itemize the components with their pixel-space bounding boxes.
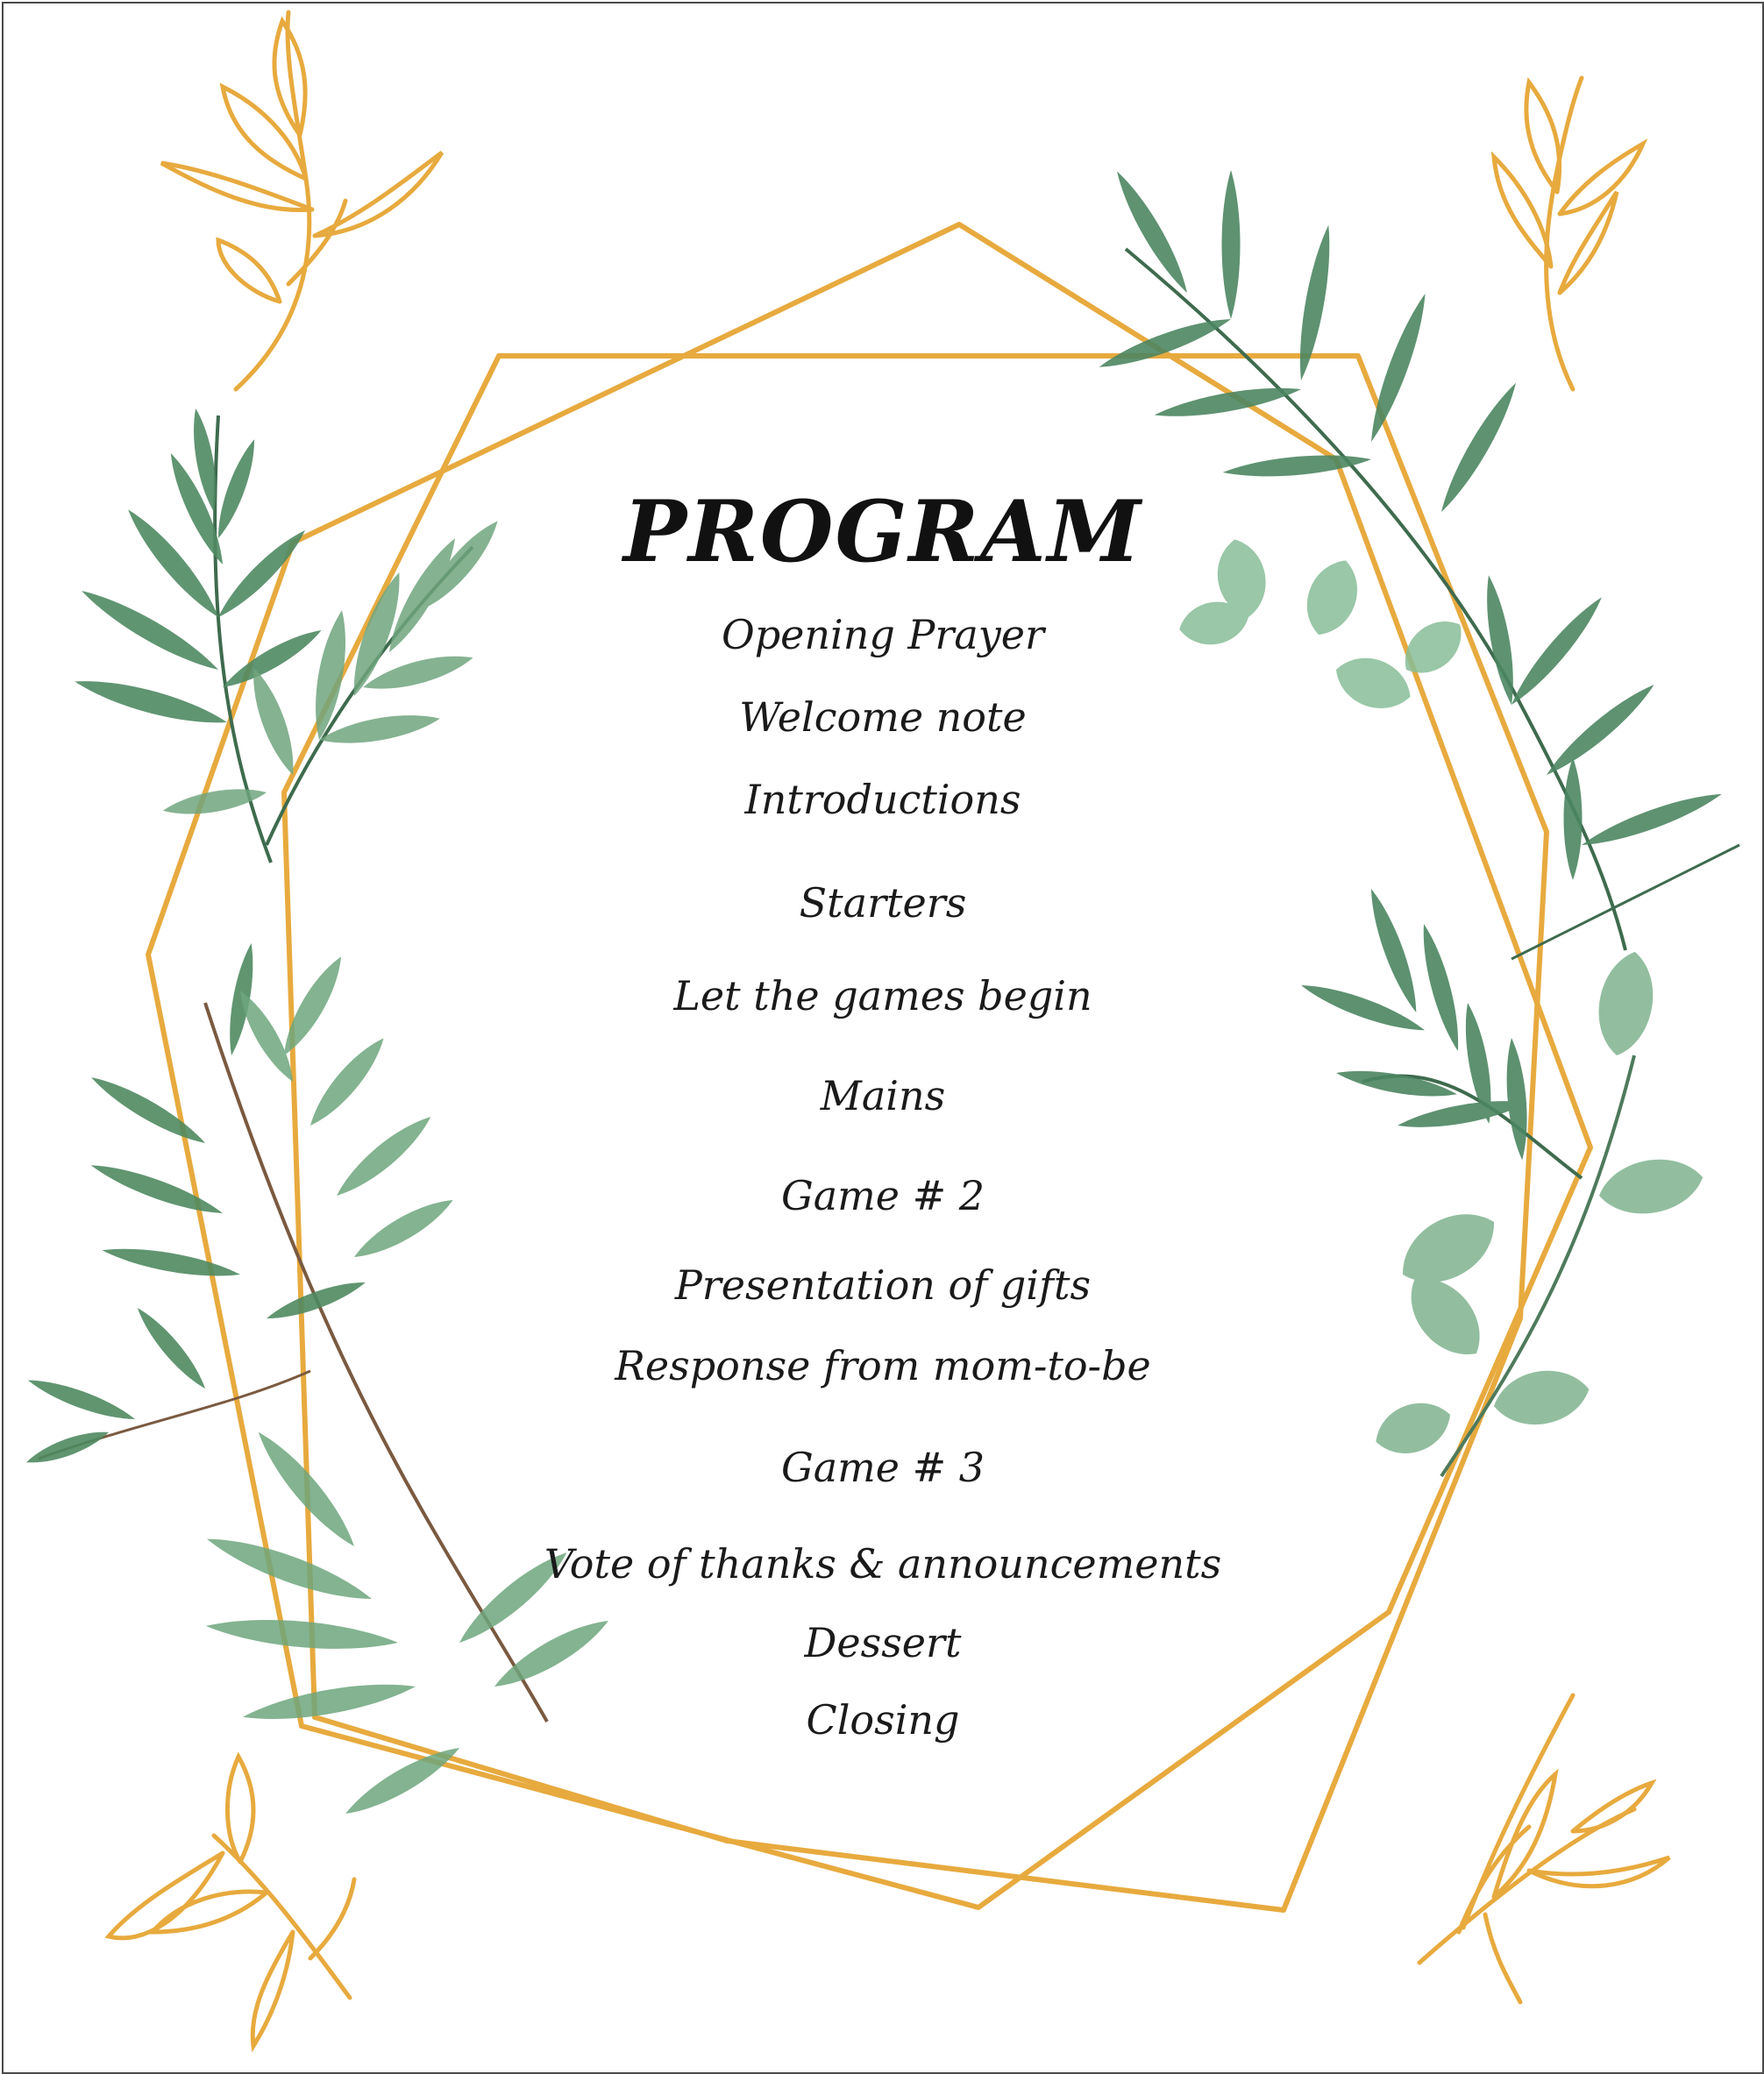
program-item-presentation-of-gifts: Presentation of gifts	[674, 1261, 1092, 1309]
program-item-vote-of-thanks: Vote of thanks & announcements	[544, 1540, 1222, 1587]
program-item-welcome-note: Welcome note	[739, 693, 1027, 741]
program-item-closing: Closing	[806, 1696, 960, 1744]
program-item-starters: Starters	[799, 879, 967, 927]
program-item-game-2: Game # 2	[780, 1172, 985, 1219]
gold-sprig-top-left	[161, 12, 442, 389]
program-item-game-3: Game # 3	[780, 1444, 985, 1491]
program-item-mains: Mains	[820, 1072, 946, 1119]
program-item-games-begin: Let the games begin	[673, 972, 1092, 1019]
program-item-response-mom-to-be: Response from mom-to-be	[615, 1342, 1151, 1389]
program-item-introductions: Introductions	[744, 776, 1021, 823]
gold-sprig-top-right	[1494, 78, 1643, 389]
program-card	[2, 2, 1764, 2074]
gold-sprig-bottom-left	[109, 1757, 354, 2046]
program-item-opening-prayer: Opening Prayer	[722, 611, 1044, 658]
floral-frame-illustration	[4, 4, 1762, 2072]
program-title: PROGRAM	[622, 482, 1143, 581]
program-item-dessert: Dessert	[804, 1619, 962, 1666]
gold-frame-outer	[284, 356, 1547, 1910]
